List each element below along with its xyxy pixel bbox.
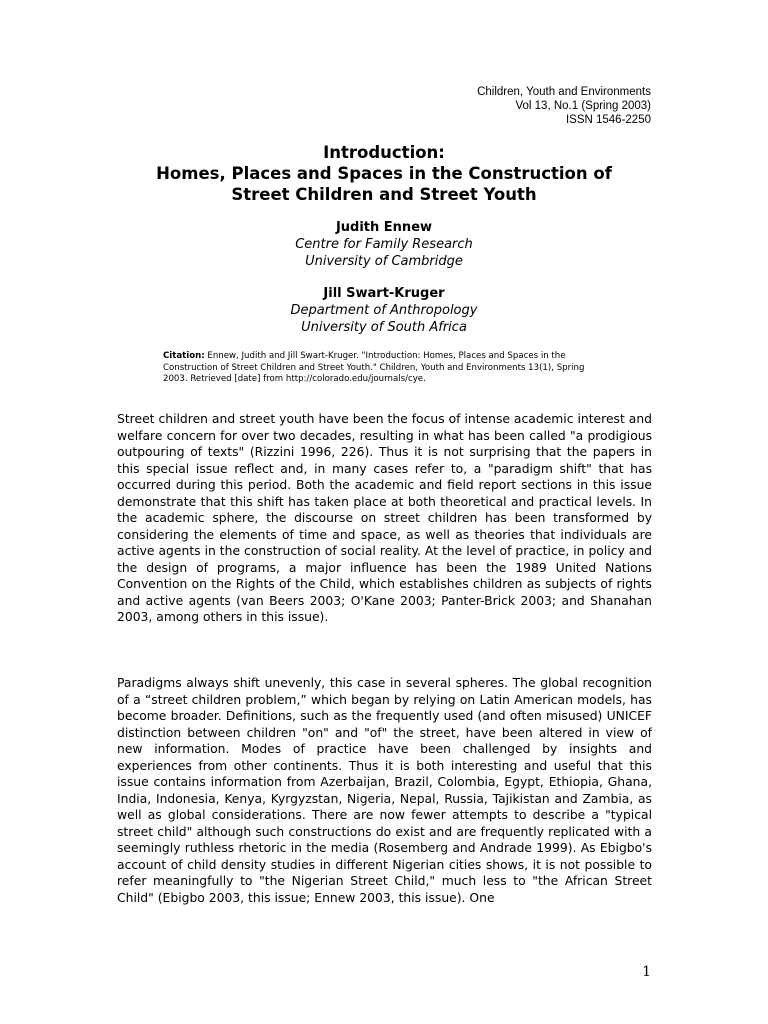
journal-issn: ISSN 1546-2250 [565, 114, 651, 126]
body-paragraph-1: Street children and street youth have been the focus of intense academic interest and welfare concern for over two decades, resulting in what has been called "a prodigious outpouring of texts" (Rizzini 1996, 226). Thus it is not surprising that the papers in this special issue reflect and, in many cases refer to, a "paradigm shift" that has occurred during this period. Both the academic and field report sections in this issue demonstrate that this shift has taken place at both theoretical and practical levels. In the academic sphere, the discourse on street children has been transformed by considering the elements of time and space, as well as theories that individuals are active agents in the construction of social reality. At the level of practice, in policy and the design of programs, a major influence has been the 1989 United Nations Convention on the Rights of the Child, which establishes children as subjects of rights and active agents (van Beers 2003; O'Kane 2003; Panter-Brick 2003; and Shanahan 2003, among others in this issue). [117, 412, 652, 624]
author-block-1 [0, 219, 768, 270]
citation-label: Citation: [163, 351, 205, 361]
citation-text: Ennew, Judith and Jill Swart-Kruger. "Introduction: Homes, Places and Spaces in the Construction of Street Children and Street Youth." Children, Youth and Environments 13(1), Spring 2003. Retrieved [date] from http://colorado.edu/journals/cye. [163, 351, 585, 385]
author-institution: University of Cambridge [305, 254, 463, 269]
author-name: Judith Ennew [335, 220, 433, 235]
article-title [0, 142, 768, 205]
author-name: Jill Swart-Kruger [323, 286, 445, 301]
author-affiliation: Centre for Family Research [295, 237, 473, 252]
journal-header [477, 85, 651, 127]
title-line-3: Street Children and Street Youth [231, 185, 537, 204]
title-line-1: Introduction: [323, 143, 445, 162]
journal-volume: Vol 13, No.1 (Spring 2003) [515, 100, 651, 112]
journal-name: Children, Youth and Environments [477, 86, 651, 98]
author-institution: University of South Africa [301, 320, 467, 335]
citation-block [163, 351, 603, 386]
page-number: 1 [642, 964, 651, 980]
title-line-2: Homes, Places and Spaces in the Construction of [156, 164, 612, 183]
author-block-2 [0, 285, 768, 336]
body-paragraph-2: Paradigms always shift unevenly, this case in several spheres. The global recognition of a “street children problem,” which began by relying on Latin American models, has become broader. Definitions, such as the frequently used (and often misused) UNICEF distinction between children "on" and "of" the street, have been altered in view of new information. Modes of practice have been challenged by insights and experiences from other continents. Thus it is both interesting and useful that this issue contains information from Azerbaijan, Brazil, Colombia, Egypt, Ethiopia, Ghana, India, Indonesia, Kenya, Kyrgyzstan, Nigeria, Nepal, Russia, Tajikistan and Zambia, as well as global considerations. There are now fewer attempts to describe a "typical street child" although such constructions do exist and are frequently replicated with a seemingly ruthless rhetoric in the media (Rosemberg and Andrade 1999). As Ebigbo's account of child density studies in different Nigerian cities shows, it is not possible to refer meaningfully to "the Nigerian Street Child," much less to "the African Street Child" (Ebigbo 2003, this issue; Ennew 2003, this issue). One [117, 676, 652, 905]
author-affiliation: Department of Anthropology [290, 303, 478, 318]
